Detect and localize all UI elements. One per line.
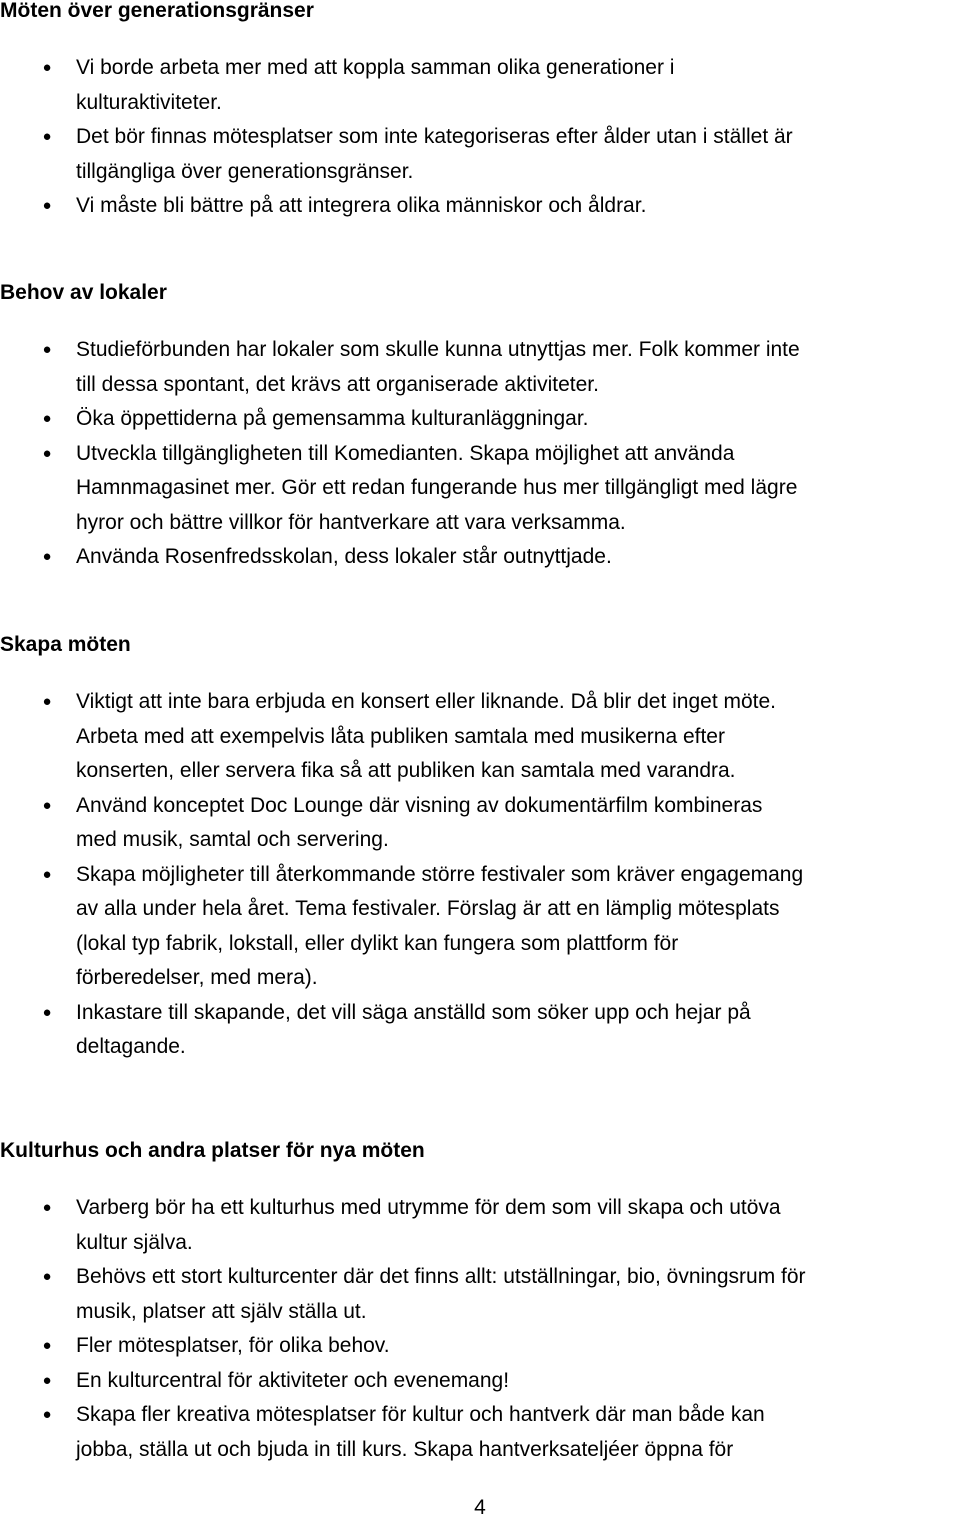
list-item-text: konserten, eller servera fika så att publiken kan samtala med varandra. <box>76 759 736 782</box>
list-item-text: Fler mötesplatser, för olika behov. <box>76 1334 390 1357</box>
bullet-icon: ● <box>42 548 52 565</box>
list-item-text: till dessa spontant, det krävs att organiserade aktiviteter. <box>76 372 599 396</box>
list-item-text: Studieförbunden har lokaler som skulle kunna utnyttjas mer. Folk kommer inte <box>76 338 800 361</box>
list-item-text: (lokal typ fabrik, lokstall, eller dylikt kan fungera som plattform för <box>76 931 679 955</box>
list-item-text: Använd konceptet Doc Lounge där visning av dokumentärfilm kombineras <box>76 793 763 817</box>
list-item <box>0 402 960 437</box>
bullet-list <box>0 51 960 224</box>
list-item <box>0 437 960 541</box>
list-item-text: hyror och bättre villkor för hantverkare att vara verksamma. <box>76 510 626 534</box>
list-item-text: Det bör finnas mötesplatser som inte kategoriseras efter ålder utan i stället är <box>76 125 793 148</box>
list-item-text: jobba, ställa ut och bjuda in till kurs. Skapa hantverksateljéer öppna för <box>76 1437 734 1461</box>
list-item-text: Skapa möjligheter till återkommande större festivaler som kräver engagemang <box>76 862 804 886</box>
list-item-text: Vi måste bli bättre på att integrera olika människor och åldrar. <box>76 194 647 217</box>
bullet-icon: ● <box>42 59 52 76</box>
bullet-icon: ● <box>42 1199 52 1216</box>
bullet-icon: ● <box>42 796 52 814</box>
list-item-text: Arbeta med att exempelvis låta publiken samtala med musikerna efter <box>76 724 725 748</box>
list-item <box>0 1329 960 1364</box>
list-item <box>0 1398 960 1467</box>
list-item-text: förberedelser, med mera). <box>76 966 318 989</box>
list-item-text: Viktigt att inte bara erbjuda en konsert eller liknande. Då blir det inget möte. <box>76 690 777 713</box>
list-item-text: Inkastare till skapande, det vill säga anställd som söker upp och hejar på <box>76 1000 751 1024</box>
bullet-icon: ● <box>42 197 52 214</box>
list-item-text: tillgängliga över generationsgränser. <box>76 159 414 183</box>
list-item <box>0 789 960 858</box>
list-item <box>0 1191 960 1260</box>
bullet-icon: ● <box>42 1003 52 1021</box>
bullet-icon: ● <box>42 1337 52 1354</box>
list-item <box>0 858 960 996</box>
list-item-text: kultur själva. <box>76 1230 193 1254</box>
bullet-icon: ● <box>42 128 52 145</box>
list-item-text: av alla under hela året. Tema festivaler. Förslag är att en lämplig mötesplats <box>76 897 780 920</box>
section-heading: Skapa möten <box>0 633 131 656</box>
bullet-icon: ● <box>42 1371 52 1389</box>
list-item-text: En kulturcentral för aktiviteter och evenemang! <box>76 1368 510 1392</box>
list-item-text: Använda Rosenfredsskolan, dess lokaler står outnyttjade. <box>76 545 612 568</box>
bullet-list <box>0 333 960 575</box>
list-item-text: Skapa fler kreativa mötesplatser för kultur och hantverk där man både kan <box>76 1403 765 1426</box>
section-heading: Kulturhus och andra platser för nya möten <box>0 1139 425 1162</box>
list-item <box>0 540 960 575</box>
list-item-text: musik, platser att själv ställa ut. <box>76 1299 367 1323</box>
list-item <box>0 1364 960 1399</box>
bullet-icon: ● <box>42 410 52 427</box>
list-item <box>0 685 960 789</box>
list-item <box>0 51 960 120</box>
list-item-text: Hamnmagasinet mer. Gör ett redan fungerande hus mer tillgängligt med lägre <box>76 476 798 499</box>
list-item-text: Öka öppettiderna på gemensamma kulturanläggningar. <box>76 407 589 430</box>
bullet-icon: ● <box>42 341 52 358</box>
bullet-icon: ● <box>42 444 52 462</box>
bullet-icon: ● <box>42 1406 52 1423</box>
bullet-icon: ● <box>42 693 52 710</box>
bullet-icon: ● <box>42 1268 52 1285</box>
section-heading: Möten över generationsgränser <box>0 0 314 22</box>
bullet-icon: ● <box>42 865 52 883</box>
section-heading: Behov av lokaler <box>0 281 167 304</box>
list-item <box>0 120 960 189</box>
list-item <box>0 1260 960 1329</box>
list-item-text: deltagande. <box>76 1035 186 1058</box>
page-number: 4 <box>474 1496 486 1519</box>
list-item <box>0 333 960 402</box>
list-item-text: Utveckla tillgängligheten till Komedianten. Skapa möjlighet att använda <box>76 441 735 465</box>
list-item-text: Vi borde arbeta mer med att koppla samman olika generationer i <box>76 56 675 79</box>
list-item-text: Behövs ett stort kulturcenter där det finns allt: utställningar, bio, övningsrum för <box>76 1265 806 1288</box>
list-item-text: med musik, samtal och servering. <box>76 828 389 851</box>
list-item <box>0 996 960 1065</box>
bullet-list <box>0 685 960 1065</box>
list-item-text: Varberg bör ha ett kulturhus med utrymme för dem som vill skapa och utöva <box>76 1196 781 1219</box>
bullet-list <box>0 1191 960 1467</box>
list-item <box>0 189 960 224</box>
list-item-text: kulturaktiviteter. <box>76 90 222 114</box>
